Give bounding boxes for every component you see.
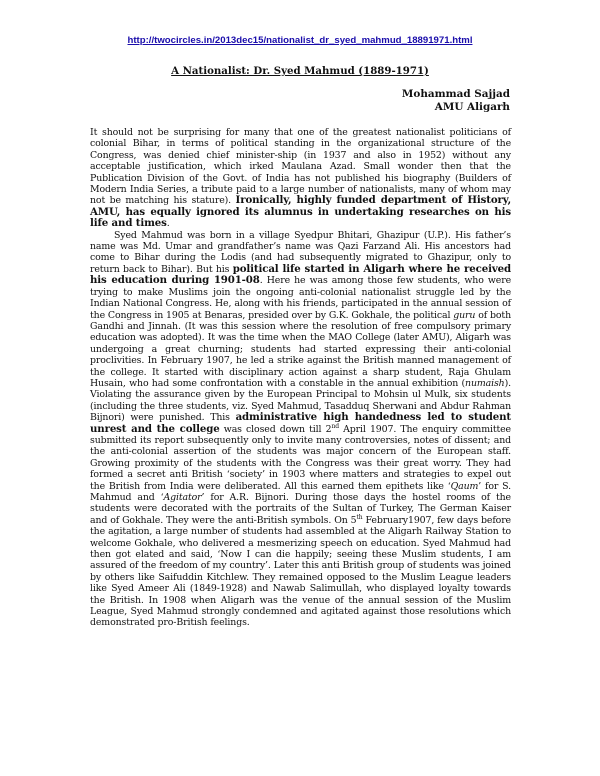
- superscript: nd: [331, 422, 339, 430]
- author-name: Mohammad Sajjad: [401, 88, 510, 100]
- paragraph-2: [90, 230, 511, 629]
- text-run: February1907, few days before the agitation, a large number of students had assembled at the Aligarh Railway Station to welcome Gokhale, who delivered a mesmerizing speech on education. Syed Mahmud had then got elated and said, ‘Now I can die happily; seeing these Muslim students, I am assured of the freedom of my country’. Later this anti British group of students was joined by others like Saifuddin Kitchlew. They remained opposed to the Muslim League leaders like Syed Ameer Ali (1849-1928) and Nawab Salimullah, who displayed loyalty towards the British. In 1908 when Aligarh was the venue of the annual session of the Muslim League, Syed Mahmud strongly condemned and agitated against those resolutions which demonstrated pro-British feelings.: [90, 514, 511, 629]
- bold-text: Ironically, highly funded department of History, AMU, has equally ignored its alumnus in undertaking researches on his life and times: [90, 194, 511, 230]
- text-run: of both Gandhi and Jinnah. (It was this session where the resolution of free compulsory primary education was adopted). It was the time when the MAO College (later AMU), Aligarh was undergoing a great churning; students had started expressing their anti-colonial proclivities. In February 1907, he led a strike against the British manned management of the college. It started with disciplinary action against a sharp student, Raja Ghulam Husain, who had some confrontation with a constable in the annual exhibition (: [90, 309, 511, 389]
- text-run: It should not be surprising for many that one of the greatest nationalist politicians of colonial Bihar, in terms of political standing in the organizational structure of the Congress, was denied chief minister-ship (in 1937 and also in 1952) without any acceptable justification, which irked Maulana Azad. Small wonder then that the Publication Division of the Govt. of India has not published his biography (Builders of Modern India Series, a tribute paid to a large number of nationalists, many of whom may not be matching his stature).: [90, 127, 511, 207]
- bold-text: administrative high handedness led to student unrest and the college: [90, 411, 511, 435]
- source-url-link[interactable]: http://twocircles.in/2013dec15/nationalist_dr_syed_mahmud_18891971.html: [127, 35, 473, 46]
- italic-text: Agitator: [163, 492, 202, 503]
- text-run: . Here he was among those few students, who were trying to make Muslims join the ongoing anti-colonial nationalist struggle led by the Indian National Congress. He, along with his friends, participated in the annual session of the Congress in 1905 at Benaras, presided over by G.K. Gokhale, the political: [90, 275, 511, 321]
- text-run: Syed Mahmud was born in a village Syedpur Bhitari, Ghazipur (U.P.). His father’s name was Md. Umar and grandfather’s name was Qazi Farzand Ali. His ancestors had come to Bihar during the Lodis (and had subsequently migrated to Ghazipur, only to return back to Bihar). But his: [90, 229, 511, 275]
- text-run: .: [166, 218, 170, 230]
- text-run: April 1907. The enquiry committee submitted its report subsequently only to invite many controversies, notes of dissent; and the anti-colonial assertion of the students was major concern of the European staff. Growing proximity of the students with the Congress was their great worry. They had formed a secret anti British ‘society’ in 1903 where matters and strategies to expel out the British from India were deliberated. All this earned them epithets like ‘: [90, 423, 511, 492]
- article-body: [90, 127, 511, 629]
- author-affiliation: AMU Aligarh: [434, 101, 510, 113]
- text-run: ’ for A.R. Bijnori. During those days the hostel rooms of the students were decorated with the portraits of the Sultan of Turkey, The German Kaiser and of Gokhale. They were the anti-British symbols. On 5: [90, 492, 511, 526]
- italic-text: guru: [453, 309, 476, 321]
- italic-text: Qaum: [450, 480, 479, 492]
- text-run: ’ for S. Mahmud and ‘: [90, 480, 511, 503]
- text-run: was closed down till 2: [223, 423, 332, 435]
- bold-text: political life started in Aligarh where he received his education during 1901-08: [90, 262, 511, 287]
- italic-text: numaish: [465, 377, 505, 389]
- superscript: th: [356, 513, 363, 521]
- author-block: [402, 88, 510, 114]
- paragraph-1: [90, 127, 511, 230]
- text-run: ). Violating the assurance given by the European Principal to Mohsin ul Mulk, six students (including the three students, viz. Syed Mahmud, Tasadduq Sherwani and Abdur Rahman Bijnori) were punished. This: [90, 377, 511, 424]
- article-title: A Nationalist: Dr. Syed Mahmud (1889-1971): [171, 65, 429, 77]
